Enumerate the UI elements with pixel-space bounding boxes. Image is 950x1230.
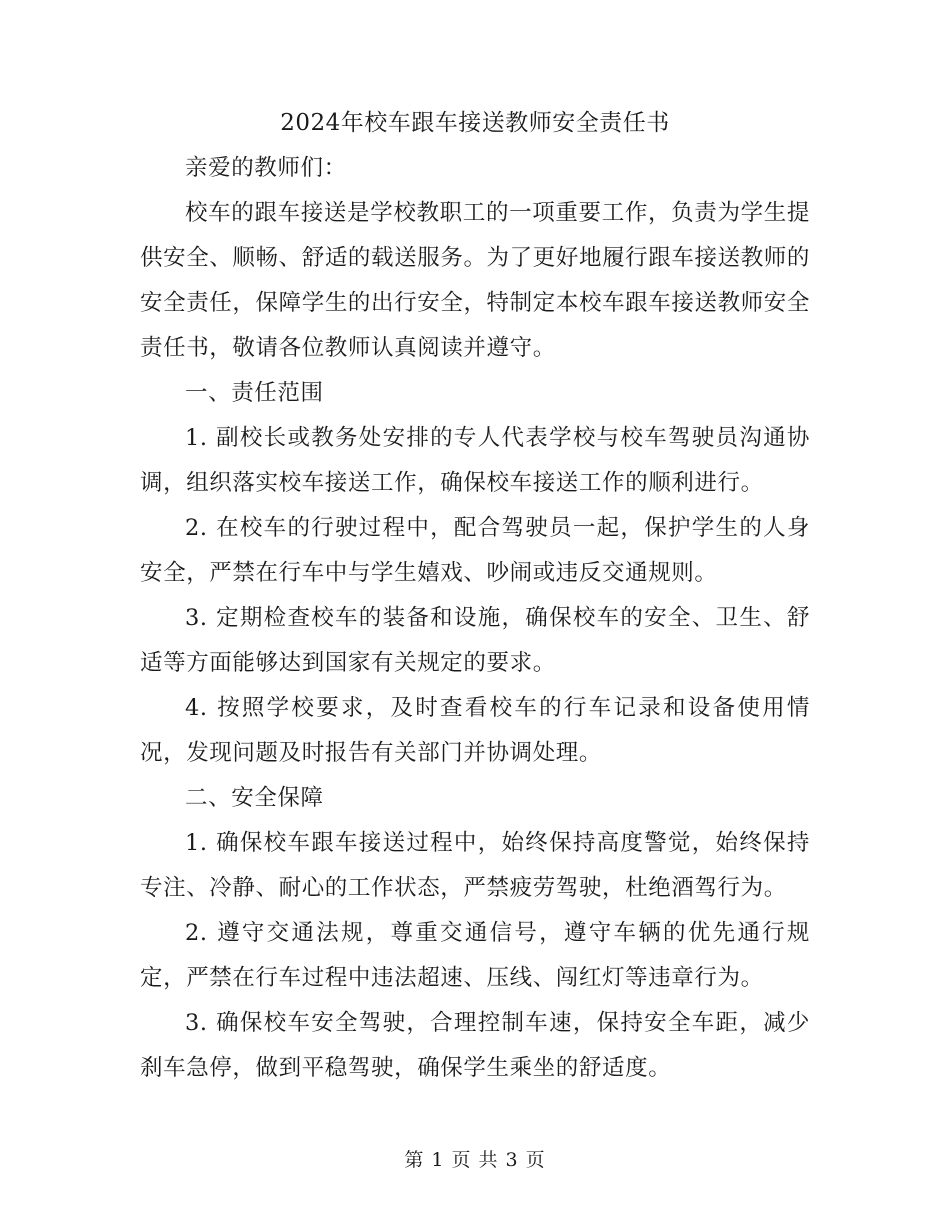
greeting: 亲爱的教师们： (185, 155, 347, 181)
paragraph-scope-2: 2. 在校车的行驶过程中，配合驾驶员一起，保护学生的人身安全，严禁在行车中与学生嬉戏、吵闹或违反交通规则。 (140, 515, 810, 586)
section-heading-safety: 二、安全保障 (185, 785, 324, 811)
paragraph-scope-4: 4. 按照学校要求，及时查看校车的行车记录和设备使用情况，发现问题及时报告有关部门并协调处理。 (140, 695, 810, 766)
paragraph-scope-3: 3. 定期检查校车的装备和设施，确保校车的安全、卫生、舒适等方面能够达到国家有关规定的要求。 (140, 605, 810, 676)
paragraph-safety-1: 1. 确保校车跟车接送过程中，始终保持高度警觉，始终保持专注、冷静、耐心的工作状态，严禁疲劳驾驶，杜绝酒驾行为。 (140, 830, 810, 901)
paragraph-intro: 校车的跟车接送是学校教职工的一项重要工作，负责为学生提供安全、顺畅、舒适的载送服务。为了更好地履行跟车接送教师的安全责任，保障学生的出行安全，特制定本校车跟车接送教师安全责任书，敬请各位教师认真阅读并遵守。 (140, 200, 810, 361)
section-heading-scope: 一、责任范围 (185, 380, 324, 406)
document-body (140, 100, 810, 1091)
paragraph-scope-1: 1. 副校长或教务处安排的专人代表学校与校车驾驶员沟通协调，组织落实校车接送工作，确保校车接送工作的顺利进行。 (140, 425, 810, 496)
page-number-footer: 第 1 页 共 3 页 (404, 1149, 546, 1171)
paragraph-safety-2: 2. 遵守交通法规，尊重交通信号，遵守车辆的优先通行规定，严禁在行车过程中违法超速、压线、闯红灯等违章行为。 (140, 920, 810, 991)
document-title: 2024年校车跟车接送教师安全责任书 (280, 110, 670, 136)
paragraph-safety-3: 3. 确保校车安全驾驶，合理控制车速，保持安全车距，减少刹车急停，做到平稳驾驶，确保学生乘坐的舒适度。 (140, 1010, 810, 1081)
